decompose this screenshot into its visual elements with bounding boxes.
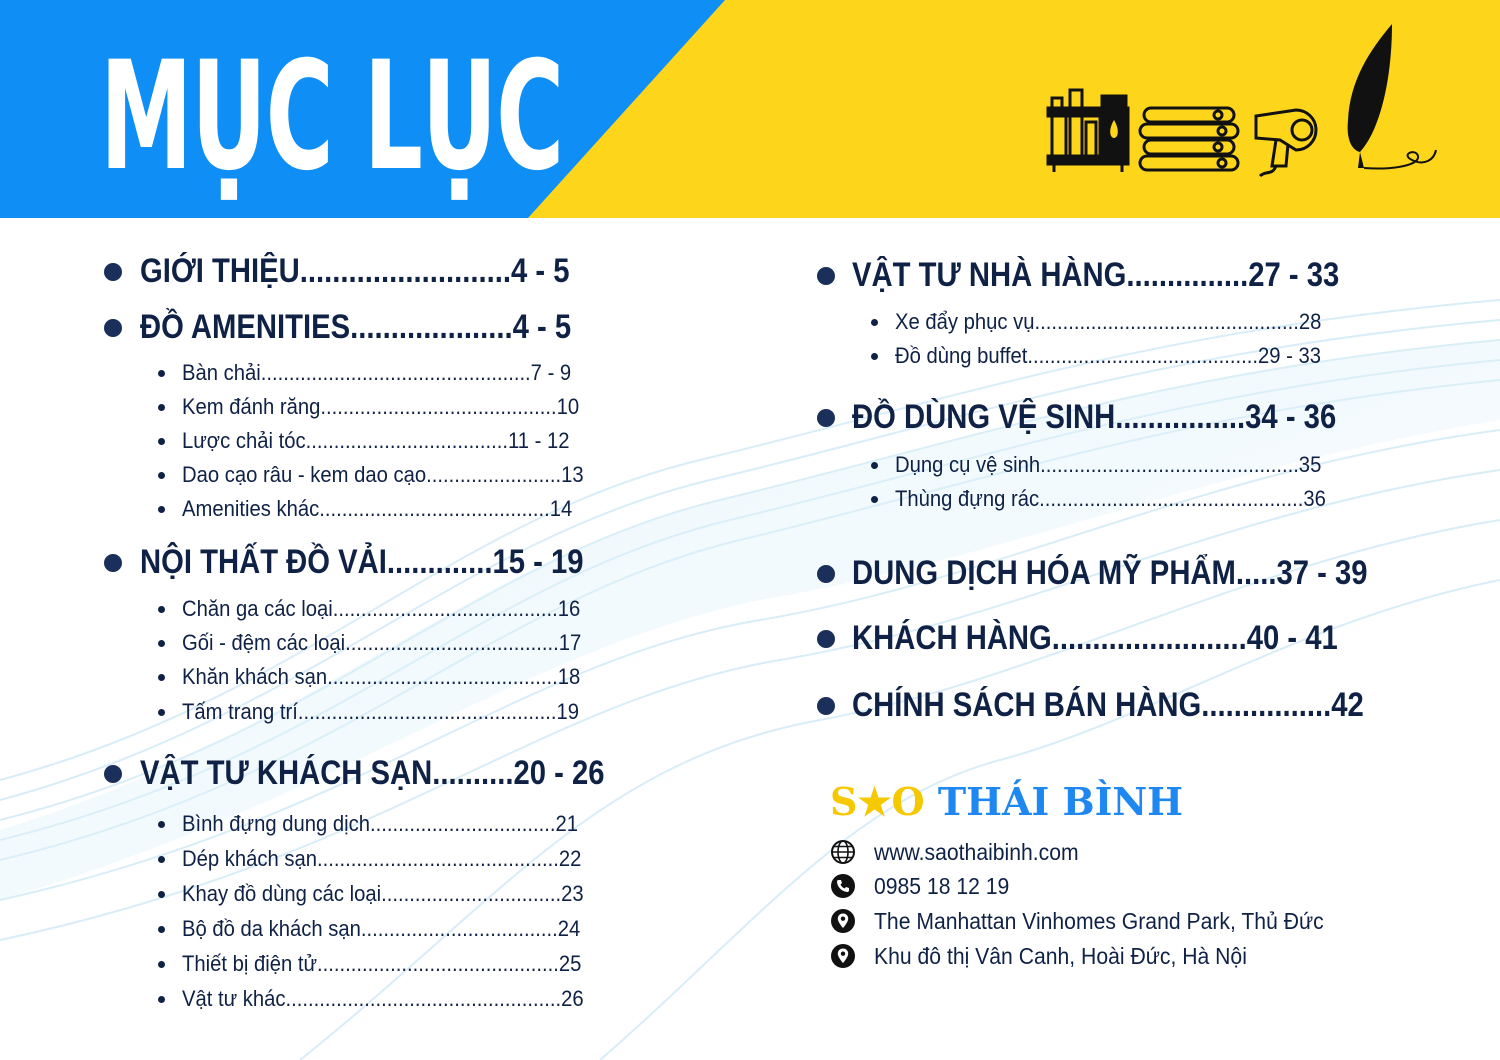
location-icon xyxy=(830,908,856,934)
toc-item[interactable]: Dao cạo râu - kem dao cạo........................13 xyxy=(182,462,584,487)
toc-item[interactable]: Vật tư khác.................................................26 xyxy=(182,986,584,1011)
bullet-dot xyxy=(871,462,878,469)
bullet-dot xyxy=(158,506,165,513)
section-vat-tu-khach-san[interactable]: VẬT TƯ KHÁCH SẠN..........20 - 26 xyxy=(140,754,605,792)
toc-item[interactable]: Amenities khác.........................................14 xyxy=(182,496,573,521)
bullet-dot xyxy=(104,554,122,572)
bullet-dot xyxy=(158,404,165,411)
bullet-dot xyxy=(817,409,835,427)
bullet-dot xyxy=(104,765,122,783)
section-do-amenities[interactable]: ĐỒ AMENITIES....................4 - 5 xyxy=(140,308,572,346)
bullet-dot xyxy=(158,472,165,479)
section-chinh-sach-ban-hang[interactable]: CHÍNH SÁCH BÁN HÀNG................42 xyxy=(852,686,1364,724)
header-icons xyxy=(1040,20,1470,190)
toc-item[interactable]: Khăn khách sạn.........................................18 xyxy=(182,664,581,689)
bullet-dot xyxy=(104,319,122,337)
bullet-dot xyxy=(871,353,878,360)
bullet-dot xyxy=(158,891,165,898)
toc-item[interactable]: Dụng cụ vệ sinh..............................................35 xyxy=(895,452,1322,477)
bullet-dot xyxy=(817,697,835,715)
toc-item[interactable]: Kem đánh răng..........................................10 xyxy=(182,394,580,419)
page-title: MỤC LỤC xyxy=(100,30,564,204)
bullet-dot xyxy=(158,370,165,377)
quill-pen-icon xyxy=(1348,24,1436,169)
bullet-dot xyxy=(871,319,878,326)
toiletries-icon xyxy=(1048,90,1128,172)
toc-item[interactable]: Gối - đệm các loại......................................17 xyxy=(182,630,582,655)
toc-item[interactable]: Thiết bị điện tử...........................................25 xyxy=(182,951,582,976)
bullet-dot xyxy=(158,996,165,1003)
bullet-dot xyxy=(158,709,165,716)
hair-dryer-icon xyxy=(1256,110,1316,176)
bullet-dot xyxy=(158,961,165,968)
toc-item[interactable]: Tấm trang trí..............................................19 xyxy=(182,699,580,724)
location-icon xyxy=(830,943,856,969)
bullet-dot xyxy=(104,263,122,281)
bullet-dot xyxy=(158,821,165,828)
towels-icon xyxy=(1140,108,1238,170)
bullet-dot xyxy=(817,565,835,583)
bullet-dot xyxy=(158,674,165,681)
toc-item[interactable]: Dép khách sạn...........................................22 xyxy=(182,846,582,871)
toc-item[interactable]: Lược chải tóc....................................11 - 12 xyxy=(182,428,570,453)
bullet-dot xyxy=(817,630,835,648)
toc-item[interactable]: Bình đựng dung dịch.................................21 xyxy=(182,811,579,836)
section-do-dung-ve-sinh[interactable]: ĐỒ DÙNG VỆ SINH................34 - 36 xyxy=(852,398,1337,436)
section-gioi-thieu[interactable]: GIỚI THIỆU..........................4 - 5 xyxy=(140,252,570,290)
globe-icon xyxy=(830,839,856,865)
toc-item[interactable]: Bàn chải................................................7 - 9 xyxy=(182,360,572,385)
phone-icon xyxy=(830,873,856,899)
toc-item[interactable]: Xe đẩy phục vụ...............................................28 xyxy=(895,309,1322,334)
toc-item[interactable]: Đồ dùng buffet.........................................29 - 33 xyxy=(895,343,1321,368)
bullet-dot xyxy=(158,438,165,445)
toc-item[interactable]: Bộ đồ da khách sạn...................................24 xyxy=(182,916,581,941)
bullet-dot xyxy=(158,856,165,863)
toc-item[interactable]: Thùng đựng rác...............................................36 xyxy=(895,486,1326,511)
section-vat-tu-nha-hang[interactable]: VẬT TƯ NHÀ HÀNG...............27 - 33 xyxy=(852,256,1340,294)
brand-logo: S★O THÁI BÌNH xyxy=(830,779,1184,824)
section-dung-dich-hoa-my-pham[interactable]: DUNG DỊCH HÓA MỸ PHẨM.....37 - 39 xyxy=(852,554,1368,592)
toc-item[interactable]: Chăn ga các loại........................................16 xyxy=(182,596,581,621)
toc-item[interactable]: Khay đồ dùng các loại................................23 xyxy=(182,881,584,906)
bullet-dot xyxy=(871,496,878,503)
bullet-dot xyxy=(158,926,165,933)
section-noi-that-do-vai[interactable]: NỘI THẤT ĐỒ VẢI.............15 - 19 xyxy=(140,543,584,581)
bullet-dot xyxy=(817,267,835,285)
bullet-dot xyxy=(158,640,165,647)
bullet-dot xyxy=(158,606,165,613)
section-khach-hang[interactable]: KHÁCH HÀNG........................40 - 41 xyxy=(852,619,1338,657)
